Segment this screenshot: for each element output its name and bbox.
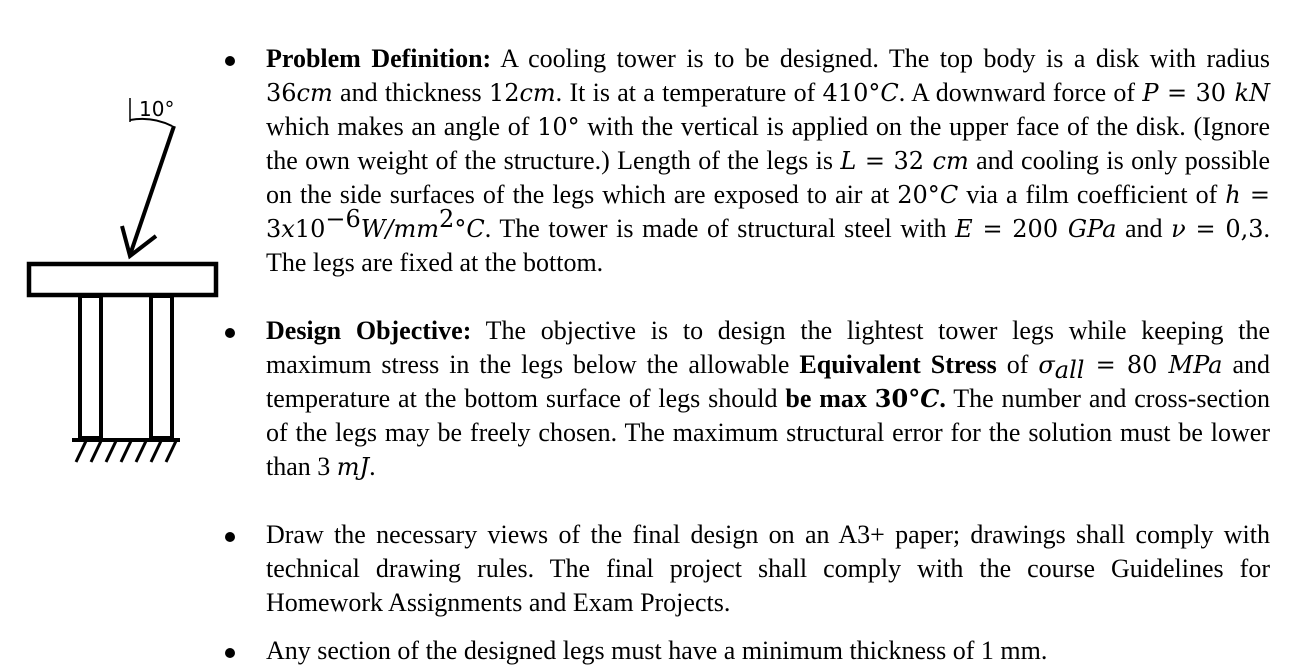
allowable-stress-value: 80	[1126, 351, 1169, 379]
problem-definition-item	[218, 42, 1270, 280]
problem-text: . It is at a temperature of	[555, 78, 823, 107]
top-disk	[29, 264, 216, 295]
youngs-modulus-unit: GPa	[1067, 215, 1117, 243]
film-coefficient-exponent: −6	[325, 205, 361, 233]
length-value: 32	[893, 147, 933, 175]
angle-label: 10°	[139, 97, 175, 121]
equals-sign: =	[1084, 351, 1127, 379]
section-requirement-item: Any section of the designed legs must have a minimum thickness of 1 mm.	[218, 634, 1270, 668]
allowable-stress-symbol: σ	[1038, 351, 1055, 379]
problem-text: . The tower is made of structural steel with	[484, 214, 956, 243]
equals-sign: =	[1185, 215, 1226, 243]
equals-sign: =	[1240, 181, 1271, 209]
requirements-list	[218, 42, 1270, 668]
drawing-requirement-item: Draw the necessary views of the final design on an A3+ paper; drawings shall comply with technical drawing rules. The final project shall comply with the course Guidelines for Homework Assignments and Exam Projects.	[218, 518, 1270, 620]
youngs-modulus-symbol: E	[955, 215, 973, 243]
equals-sign: =	[856, 147, 894, 175]
max-temperature-period: .	[939, 384, 946, 413]
film-coefficient-unit-exponent: 2	[439, 205, 455, 233]
max-temperature-unit: C	[920, 384, 940, 413]
force-symbol: P	[1142, 79, 1159, 107]
objective-text: The number and cross-section of the legs may be freely chosen. The maximum structural error for the solution must be lower than 3	[266, 384, 1270, 481]
film-coefficient-base: 10	[294, 215, 326, 243]
allowable-stress-subscript: all	[1054, 356, 1085, 384]
poisson-ratio-value: 0,3	[1225, 215, 1264, 243]
problem-text: and cooling is only possible on the side surfaces of the legs which are exposed to air at	[266, 146, 1270, 209]
error-unit: mJ	[336, 453, 370, 481]
problem-text: A cooling tower is to be designed. The top body is a disk with radius	[500, 44, 1271, 73]
objective-text: of	[996, 350, 1039, 379]
thickness-value: 12	[488, 79, 520, 107]
film-coefficient-degree: °	[454, 215, 467, 243]
force-value: 30	[1195, 79, 1235, 107]
force-unit: kN	[1234, 79, 1270, 107]
length-unit: cm	[932, 147, 969, 175]
max-temperature-value: 30°	[874, 384, 921, 413]
problem-text: . A downward force of	[898, 78, 1143, 107]
film-coefficient-unit: W/mm	[360, 215, 440, 243]
objective-heading: Design Objective:	[266, 316, 472, 345]
problem-text: and thickness	[332, 78, 489, 107]
problem-heading: Problem Definition:	[266, 44, 492, 73]
equals-sign: =	[1158, 79, 1196, 107]
disk-temperature-value: 410°	[822, 79, 881, 107]
air-temperature-value: 20°	[897, 181, 940, 209]
film-coefficient-value: 3	[266, 215, 282, 243]
design-objective-item	[218, 314, 1270, 484]
objective-text: and temperature at the bottom surface of legs should	[266, 350, 1270, 413]
problem-text: which makes an angle of	[266, 112, 538, 141]
problem-text: with the vertical is applied on the upper face of the disk. (Ignore the own weight of the structure.) Length of the legs is	[266, 112, 1270, 175]
youngs-modulus-value: 200	[1012, 215, 1068, 243]
poisson-ratio-symbol: ν	[1171, 215, 1186, 243]
tower-diagram	[0, 0, 220, 480]
objective-text: .	[369, 452, 376, 481]
angle-value: 10°	[537, 113, 580, 141]
left-leg	[80, 296, 101, 438]
problem-text: via a film coefficient of	[958, 180, 1226, 209]
ground-hatching	[76, 441, 176, 462]
equivalent-stress-label: Equivalent Stress	[799, 350, 997, 379]
air-temperature-unit: C	[939, 181, 959, 209]
disk-temperature-unit: C	[880, 79, 899, 107]
equals-sign: =	[972, 215, 1013, 243]
film-coefficient-symbol: h	[1225, 181, 1241, 209]
problem-text: . The legs are fixed at the bottom.	[266, 214, 1270, 277]
force-arrow-line	[130, 126, 174, 255]
right-leg	[151, 296, 172, 438]
length-symbol: L	[840, 147, 857, 175]
radius-unit: cm	[296, 79, 333, 107]
film-coefficient-times: x	[281, 215, 295, 243]
be-max-label: be max	[785, 384, 867, 413]
radius-value: 36	[266, 79, 297, 107]
thickness-unit: cm	[519, 79, 556, 107]
objective-text: The objective is to design the lightest tower legs while keeping the maximum stress in the legs below the allowable	[266, 316, 1271, 379]
allowable-stress-unit: MPa	[1168, 351, 1223, 379]
problem-text: and	[1116, 214, 1172, 243]
film-coefficient-celsius: C	[466, 215, 485, 243]
